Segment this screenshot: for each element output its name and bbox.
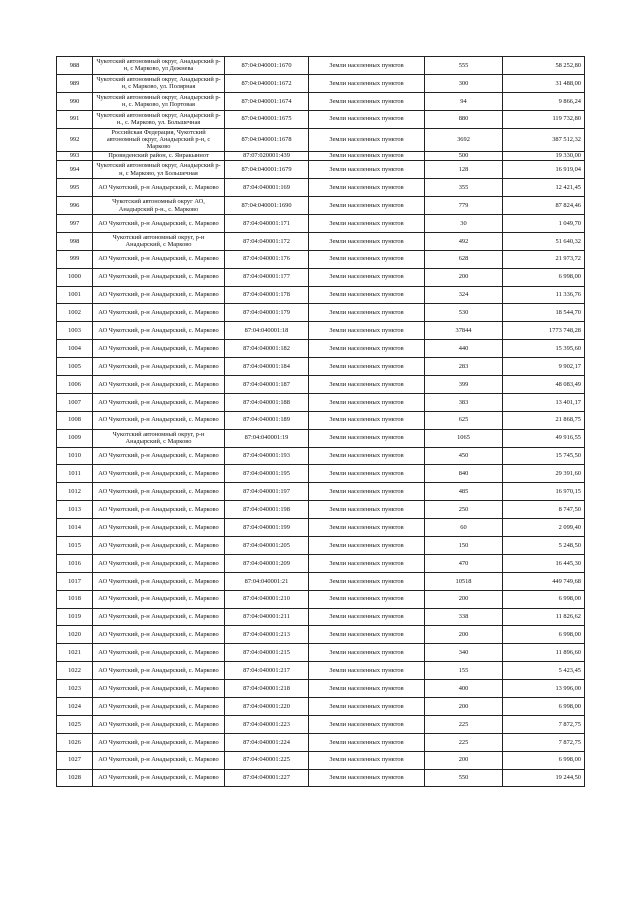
area-cell: 400 <box>425 680 503 698</box>
address-cell: АО Чукотский, р-н Анадырский, с. Марково <box>93 268 225 286</box>
table-row <box>57 322 585 340</box>
cadastral-value-cell: 49 916,55 <box>503 429 585 447</box>
area-cell: 625 <box>425 411 503 429</box>
cadastral-number-cell: 87:04:040001:178 <box>225 286 309 304</box>
table-row <box>57 751 585 769</box>
area-cell: 550 <box>425 769 503 787</box>
cadastral-number-cell: 87:04:040001:227 <box>225 769 309 787</box>
address-cell: АО Чукотский, р-н Анадырский, с. Марково <box>93 411 225 429</box>
cadastral-value-cell: 6 998,00 <box>503 698 585 716</box>
land-category-cell: Земли населенных пунктов <box>309 214 425 232</box>
cadastral-value-cell: 13 996,00 <box>503 680 585 698</box>
address-cell: Чукотский автономный округ АО, Анадырский р-н., с. Марково <box>93 197 225 215</box>
land-category-cell: Земли населенных пунктов <box>309 411 425 429</box>
table-row <box>57 715 585 733</box>
cadastral-value-cell: 11 826,62 <box>503 608 585 626</box>
cadastral-number-cell: 87:07:020001:439 <box>225 151 309 161</box>
row-number: 1025 <box>57 715 93 733</box>
table-row <box>57 214 585 232</box>
row-number: 1021 <box>57 644 93 662</box>
address-cell: АО Чукотский, р-н Анадырский, с. Марково <box>93 536 225 554</box>
area-cell: 492 <box>425 232 503 250</box>
area-cell: 628 <box>425 250 503 268</box>
row-number: 1010 <box>57 447 93 465</box>
cadastral-value-cell: 5 248,50 <box>503 536 585 554</box>
table-row <box>57 340 585 358</box>
address-cell: Российская Федерация, Чукотский автономный округ, Анадырский р-н, с Марково <box>93 128 225 151</box>
document-page <box>56 56 584 787</box>
address-cell: Чукотский автономный округ, р-н Анадырский, с Марково <box>93 429 225 447</box>
cadastral-number-cell: 87:04:040001:176 <box>225 250 309 268</box>
table-row <box>57 519 585 537</box>
table-row <box>57 626 585 644</box>
row-number: 1004 <box>57 340 93 358</box>
area-cell: 324 <box>425 286 503 304</box>
table-row <box>57 179 585 197</box>
address-cell: АО Чукотский, р-н Анадырский, с. Марково <box>93 769 225 787</box>
table-row <box>57 197 585 215</box>
row-number: 996 <box>57 197 93 215</box>
land-category-cell: Земли населенных пунктов <box>309 74 425 92</box>
address-cell: АО Чукотский, р-н Анадырский, с. Марково <box>93 483 225 501</box>
land-category-cell: Земли населенных пунктов <box>309 590 425 608</box>
cadastral-value-cell: 387 512,32 <box>503 128 585 151</box>
area-cell: 200 <box>425 590 503 608</box>
address-cell: АО Чукотский, р-н Анадырский, с. Марково <box>93 590 225 608</box>
cadastral-value-cell: 11 336,76 <box>503 286 585 304</box>
cadastral-value-cell: 8 747,50 <box>503 501 585 519</box>
land-category-cell: Земли населенных пунктов <box>309 483 425 501</box>
land-category-cell: Земли населенных пунктов <box>309 232 425 250</box>
area-cell: 155 <box>425 662 503 680</box>
cadastral-number-cell: 87:04:040001:184 <box>225 358 309 376</box>
address-cell: Чукотский автономный округ, Анадырский р-н., с. Марково, ул. Большечная <box>93 110 225 128</box>
area-cell: 200 <box>425 698 503 716</box>
row-number: 994 <box>57 161 93 179</box>
row-number: 1006 <box>57 375 93 393</box>
land-category-cell: Земли населенных пунктов <box>309 662 425 680</box>
land-category-cell: Земли населенных пунктов <box>309 340 425 358</box>
land-category-cell: Земли населенных пунктов <box>309 375 425 393</box>
row-number: 1011 <box>57 465 93 483</box>
cadastral-value-cell: 449 749,68 <box>503 572 585 590</box>
cadastral-number-cell: 87:04:040001:211 <box>225 608 309 626</box>
cadastral-value-cell: 13 401,17 <box>503 393 585 411</box>
cadastral-value-cell: 31 488,00 <box>503 74 585 92</box>
table-row <box>57 393 585 411</box>
address-cell: АО Чукотский, р-н Анадырский, с. Марково <box>93 340 225 358</box>
cadastral-number-cell: 87:04:040001:209 <box>225 554 309 572</box>
address-cell: АО Чукотский, р-н Анадырский, с. Марково <box>93 698 225 716</box>
table-row <box>57 375 585 393</box>
cadastral-value-cell: 16 970,15 <box>503 483 585 501</box>
area-cell: 225 <box>425 715 503 733</box>
address-cell: Чукотский автономный округ, Анадырский р-н, с Марково, ул. Полярная <box>93 74 225 92</box>
address-cell: АО Чукотский, р-н Анадырский, с. Марково <box>93 644 225 662</box>
address-cell: АО Чукотский, р-н Анадырский, с. Марково <box>93 179 225 197</box>
cadastral-number-cell: 87:04:040001:182 <box>225 340 309 358</box>
cadastral-value-cell: 16 919,04 <box>503 161 585 179</box>
cadastral-number-cell: 87:04:040001:187 <box>225 375 309 393</box>
cadastral-number-cell: 87:04:040001:217 <box>225 662 309 680</box>
address-cell: АО Чукотский, р-н Анадырский, с. Марково <box>93 501 225 519</box>
row-number: 989 <box>57 74 93 92</box>
table-row <box>57 608 585 626</box>
table-row <box>57 698 585 716</box>
cadastral-value-cell: 11 896,60 <box>503 644 585 662</box>
address-cell: АО Чукотский, р-н Анадырский, с. Марково <box>93 715 225 733</box>
table-row <box>57 268 585 286</box>
row-number: 1001 <box>57 286 93 304</box>
cadastral-value-cell: 19 244,50 <box>503 769 585 787</box>
land-category-cell: Земли населенных пунктов <box>309 751 425 769</box>
row-number: 990 <box>57 92 93 110</box>
land-category-cell: Земли населенных пунктов <box>309 465 425 483</box>
row-number: 1015 <box>57 536 93 554</box>
row-number: 1008 <box>57 411 93 429</box>
area-cell: 383 <box>425 393 503 411</box>
cadastral-number-cell: 87:04:040001:169 <box>225 179 309 197</box>
land-category-cell: Земли населенных пунктов <box>309 151 425 161</box>
cadastral-number-cell: 87:04:040001:210 <box>225 590 309 608</box>
cadastral-number-cell: 87:04:040001:171 <box>225 214 309 232</box>
cadastral-number-cell: 87:04:040001:1672 <box>225 74 309 92</box>
cadastral-value-cell: 6 998,00 <box>503 268 585 286</box>
table-row <box>57 769 585 787</box>
area-cell: 355 <box>425 179 503 197</box>
land-category-cell: Земли населенных пунктов <box>309 161 425 179</box>
table-row <box>57 644 585 662</box>
cadastral-value-cell: 15 395,60 <box>503 340 585 358</box>
table-row <box>57 733 585 751</box>
area-cell: 300 <box>425 74 503 92</box>
area-cell: 30 <box>425 214 503 232</box>
table-row <box>57 465 585 483</box>
address-cell: АО Чукотский, р-н Анадырский, с. Марково <box>93 733 225 751</box>
table-row <box>57 232 585 250</box>
land-category-cell: Земли населенных пунктов <box>309 110 425 128</box>
address-cell: Чукотский автономный округ, Анадырский р-н, с. Марково, ул Портовая <box>93 92 225 110</box>
table-row <box>57 92 585 110</box>
row-number: 1012 <box>57 483 93 501</box>
cadastral-value-cell: 19 330,00 <box>503 151 585 161</box>
cadastral-number-cell: 87:04:040001:225 <box>225 751 309 769</box>
address-cell: Чукотский автономный округ, р-н Анадырский, с Марково <box>93 232 225 250</box>
address-cell: АО Чукотский, р-н Анадырский, с. Марково <box>93 447 225 465</box>
land-category-cell: Земли населенных пунктов <box>309 680 425 698</box>
land-category-cell: Земли населенных пунктов <box>309 128 425 151</box>
row-number: 1028 <box>57 769 93 787</box>
land-category-cell: Земли населенных пунктов <box>309 304 425 322</box>
cadastral-value-cell: 29 391,60 <box>503 465 585 483</box>
row-number: 999 <box>57 250 93 268</box>
cadastral-number-cell: 87:04:040001:188 <box>225 393 309 411</box>
row-number: 1002 <box>57 304 93 322</box>
area-cell: 3692 <box>425 128 503 151</box>
area-cell: 450 <box>425 447 503 465</box>
table-row <box>57 304 585 322</box>
area-cell: 485 <box>425 483 503 501</box>
address-cell: АО Чукотский, р-н Анадырский, с. Марково <box>93 286 225 304</box>
row-number: 1019 <box>57 608 93 626</box>
cadastral-number-cell: 87:04:040001:218 <box>225 680 309 698</box>
cadastral-value-cell: 16 445,30 <box>503 554 585 572</box>
table-row <box>57 57 585 75</box>
area-cell: 10518 <box>425 572 503 590</box>
cadastral-number-cell: 87:04:040001:19 <box>225 429 309 447</box>
table-row <box>57 501 585 519</box>
address-cell: АО Чукотский, р-н Анадырский, с. Марково <box>93 250 225 268</box>
table-row <box>57 429 585 447</box>
area-cell: 399 <box>425 375 503 393</box>
table-row <box>57 536 585 554</box>
land-category-cell: Земли населенных пунктов <box>309 268 425 286</box>
address-cell: АО Чукотский, р-н Анадырский, с. Марково <box>93 680 225 698</box>
cadastral-number-cell: 87:04:040001:1690 <box>225 197 309 215</box>
table-row <box>57 151 585 161</box>
address-cell: АО Чукотский, р-н Анадырский, с. Марково <box>93 554 225 572</box>
row-number: 1023 <box>57 680 93 698</box>
row-number: 991 <box>57 110 93 128</box>
land-category-cell: Земли населенных пунктов <box>309 358 425 376</box>
address-cell: АО Чукотский, р-н Анадырский, с. Марково <box>93 751 225 769</box>
area-cell: 779 <box>425 197 503 215</box>
table-row <box>57 250 585 268</box>
area-cell: 250 <box>425 501 503 519</box>
row-number: 993 <box>57 151 93 161</box>
table-row <box>57 483 585 501</box>
cadastral-value-cell: 58 252,80 <box>503 57 585 75</box>
cadastral-value-cell: 6 998,00 <box>503 751 585 769</box>
cadastral-number-cell: 87:04:040001:195 <box>225 465 309 483</box>
row-number: 1024 <box>57 698 93 716</box>
cadastral-number-cell: 87:04:040001:189 <box>225 411 309 429</box>
address-cell: АО Чукотский, р-н Анадырский, с. Марково <box>93 358 225 376</box>
land-category-cell: Земли населенных пунктов <box>309 626 425 644</box>
cadastral-value-cell: 48 083,49 <box>503 375 585 393</box>
area-cell: 1065 <box>425 429 503 447</box>
address-cell: АО Чукотский, р-н Анадырский, с. Марково <box>93 662 225 680</box>
table-row <box>57 128 585 151</box>
row-number: 1020 <box>57 626 93 644</box>
address-cell: Провиденский район, с. Янракыннот <box>93 151 225 161</box>
land-category-cell: Земли населенных пунктов <box>309 322 425 340</box>
address-cell: АО Чукотский, р-н Анадырский, с. Марково <box>93 572 225 590</box>
cadastral-number-cell: 87:04:040001:199 <box>225 519 309 537</box>
cadastral-number-cell: 87:04:040001:197 <box>225 483 309 501</box>
area-cell: 500 <box>425 151 503 161</box>
row-number: 988 <box>57 57 93 75</box>
cadastral-value-cell: 21 973,72 <box>503 250 585 268</box>
area-cell: 880 <box>425 110 503 128</box>
address-cell: АО Чукотский, р-н Анадырский, с. Марково <box>93 519 225 537</box>
cadastral-number-cell: 87:04:040001:193 <box>225 447 309 465</box>
cadastral-value-cell: 1773 748,28 <box>503 322 585 340</box>
row-number: 995 <box>57 179 93 197</box>
area-cell: 150 <box>425 536 503 554</box>
cadastral-value-cell: 7 872,75 <box>503 715 585 733</box>
row-number: 1016 <box>57 554 93 572</box>
cadastral-value-cell: 7 872,75 <box>503 733 585 751</box>
table-row <box>57 286 585 304</box>
row-number: 1018 <box>57 590 93 608</box>
row-number: 1000 <box>57 268 93 286</box>
cadastral-value-cell: 6 998,00 <box>503 626 585 644</box>
table-row <box>57 411 585 429</box>
table-row <box>57 590 585 608</box>
area-cell: 530 <box>425 304 503 322</box>
table-row <box>57 554 585 572</box>
land-category-cell: Земли населенных пунктов <box>309 644 425 662</box>
cadastral-value-cell: 5 423,45 <box>503 662 585 680</box>
cadastral-number-cell: 87:04:040001:215 <box>225 644 309 662</box>
cadastral-number-cell: 87:04:040001:1679 <box>225 161 309 179</box>
cadastral-value-cell: 1 049,70 <box>503 214 585 232</box>
area-cell: 338 <box>425 608 503 626</box>
address-cell: АО Чукотский, р-н Анадырский, с. Марково <box>93 608 225 626</box>
cadastral-value-cell: 87 824,46 <box>503 197 585 215</box>
land-category-cell: Земли населенных пунктов <box>309 608 425 626</box>
cadastral-value-cell: 119 732,80 <box>503 110 585 128</box>
land-category-cell: Земли населенных пунктов <box>309 393 425 411</box>
land-category-cell: Земли населенных пунктов <box>309 536 425 554</box>
row-number: 1027 <box>57 751 93 769</box>
area-cell: 200 <box>425 268 503 286</box>
land-category-cell: Земли населенных пунктов <box>309 733 425 751</box>
cadastral-number-cell: 87:04:040001:177 <box>225 268 309 286</box>
area-cell: 200 <box>425 626 503 644</box>
row-number: 998 <box>57 232 93 250</box>
cadastral-value-cell: 2 099,40 <box>503 519 585 537</box>
cadastral-value-cell: 9 902,17 <box>503 358 585 376</box>
row-number: 1022 <box>57 662 93 680</box>
cadastral-number-cell: 87:04:040001:1670 <box>225 57 309 75</box>
land-category-cell: Земли населенных пунктов <box>309 572 425 590</box>
table-row <box>57 161 585 179</box>
address-cell: АО Чукотский, р-н Анадырский, с. Марково <box>93 322 225 340</box>
row-number: 1026 <box>57 733 93 751</box>
table-row <box>57 572 585 590</box>
land-category-cell: Земли населенных пунктов <box>309 286 425 304</box>
land-category-cell: Земли населенных пунктов <box>309 447 425 465</box>
land-category-cell: Земли населенных пунктов <box>309 57 425 75</box>
table-body <box>57 57 585 787</box>
area-cell: 37844 <box>425 322 503 340</box>
row-number: 997 <box>57 214 93 232</box>
address-cell: АО Чукотский, р-н Анадырский, с. Марково <box>93 304 225 322</box>
land-category-cell: Земли населенных пунктов <box>309 769 425 787</box>
address-cell: АО Чукотский, р-н Анадырский, с. Марково <box>93 465 225 483</box>
cadastral-number-cell: 87:04:040001:172 <box>225 232 309 250</box>
table-row <box>57 680 585 698</box>
area-cell: 128 <box>425 161 503 179</box>
address-cell: АО Чукотский, р-н Анадырский, с. Марково <box>93 214 225 232</box>
table-row <box>57 358 585 376</box>
cadastral-value-cell: 15 745,50 <box>503 447 585 465</box>
row-number: 1013 <box>57 501 93 519</box>
land-category-cell: Земли населенных пунктов <box>309 92 425 110</box>
cadastral-value-cell: 6 998,00 <box>503 590 585 608</box>
cadastral-value-cell: 51 640,32 <box>503 232 585 250</box>
land-category-cell: Земли населенных пунктов <box>309 197 425 215</box>
address-cell: АО Чукотский, р-н Анадырский, с. Марково <box>93 626 225 644</box>
address-cell: Чукотский автономный округ, Анадырский р-н, с Марково, ул Большечная <box>93 161 225 179</box>
area-cell: 225 <box>425 733 503 751</box>
cadastral-number-cell: 87:04:040001:1675 <box>225 110 309 128</box>
cadastral-number-cell: 87:04:040001:179 <box>225 304 309 322</box>
table-row <box>57 662 585 680</box>
land-category-cell: Земли населенных пунктов <box>309 519 425 537</box>
cadastral-value-cell: 21 868,75 <box>503 411 585 429</box>
row-number: 1007 <box>57 393 93 411</box>
table-row <box>57 110 585 128</box>
cadastral-number-cell: 87:04:040001:21 <box>225 572 309 590</box>
address-cell: АО Чукотский, р-н Анадырский, с. Марково <box>93 393 225 411</box>
cadastral-number-cell: 87:04:040001:223 <box>225 715 309 733</box>
land-category-cell: Земли населенных пунктов <box>309 715 425 733</box>
cadastral-number-cell: 87:04:040001:213 <box>225 626 309 644</box>
cadastral-value-cell: 18 544,70 <box>503 304 585 322</box>
row-number: 1014 <box>57 519 93 537</box>
cadastral-number-cell: 87:04:040001:18 <box>225 322 309 340</box>
cadastral-value-cell: 9 866,24 <box>503 92 585 110</box>
cadastral-number-cell: 87:04:040001:220 <box>225 698 309 716</box>
area-cell: 555 <box>425 57 503 75</box>
land-category-cell: Земли населенных пунктов <box>309 698 425 716</box>
row-number: 1009 <box>57 429 93 447</box>
address-cell: АО Чукотский, р-н Анадырский, с. Марково <box>93 375 225 393</box>
area-cell: 470 <box>425 554 503 572</box>
cadastral-number-cell: 87:04:040001:198 <box>225 501 309 519</box>
land-plots-table <box>56 56 585 787</box>
area-cell: 60 <box>425 519 503 537</box>
land-category-cell: Земли населенных пунктов <box>309 554 425 572</box>
area-cell: 200 <box>425 751 503 769</box>
land-category-cell: Земли населенных пунктов <box>309 250 425 268</box>
area-cell: 840 <box>425 465 503 483</box>
cadastral-value-cell: 12 421,45 <box>503 179 585 197</box>
table-row <box>57 74 585 92</box>
cadastral-number-cell: 87:04:040001:1678 <box>225 128 309 151</box>
area-cell: 94 <box>425 92 503 110</box>
land-category-cell: Земли населенных пунктов <box>309 179 425 197</box>
area-cell: 283 <box>425 358 503 376</box>
address-cell: Чукотский автономный округ, Анадырский р-н, с Марково, ул Дежнева <box>93 57 225 75</box>
row-number: 1005 <box>57 358 93 376</box>
row-number: 1017 <box>57 572 93 590</box>
land-category-cell: Земли населенных пунктов <box>309 429 425 447</box>
cadastral-number-cell: 87:04:040001:224 <box>225 733 309 751</box>
cadastral-number-cell: 87:04:040001:1674 <box>225 92 309 110</box>
land-category-cell: Земли населенных пунктов <box>309 501 425 519</box>
row-number: 992 <box>57 128 93 151</box>
cadastral-number-cell: 87:04:040001:205 <box>225 536 309 554</box>
area-cell: 440 <box>425 340 503 358</box>
row-number: 1003 <box>57 322 93 340</box>
area-cell: 340 <box>425 644 503 662</box>
table-row <box>57 447 585 465</box>
